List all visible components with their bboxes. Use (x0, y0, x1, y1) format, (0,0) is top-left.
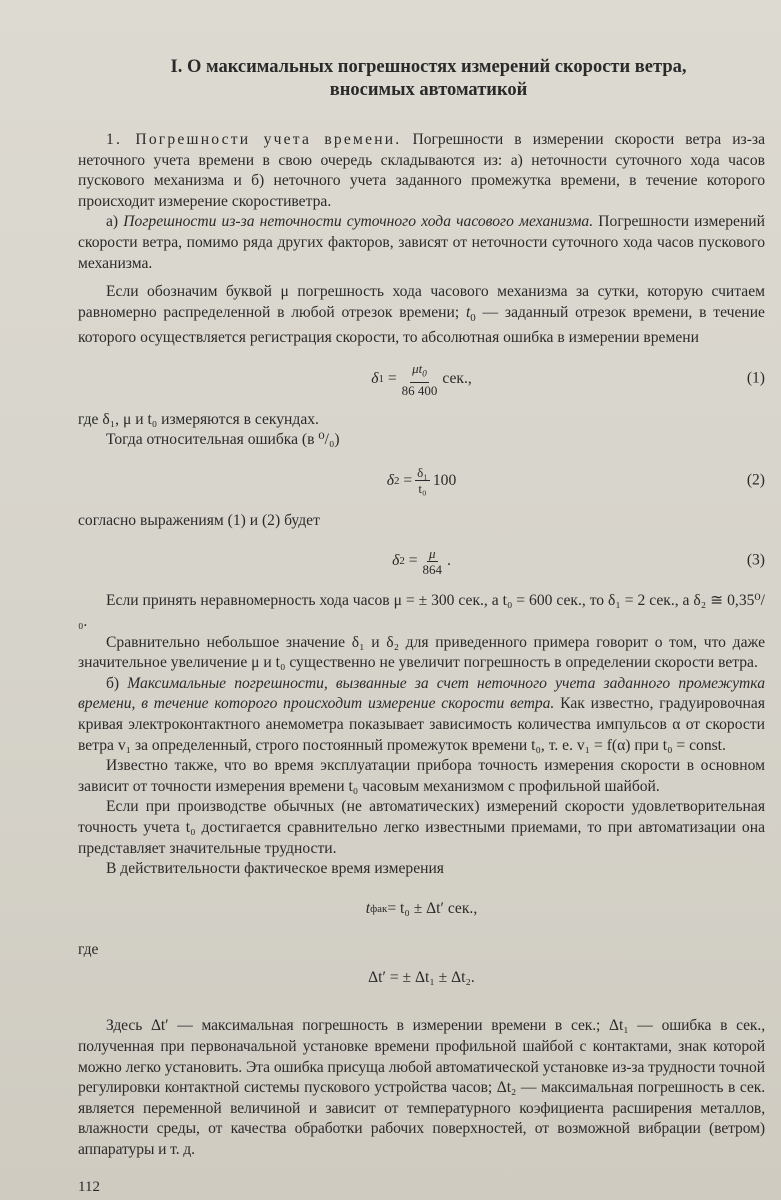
item-label: а) (106, 213, 119, 231)
paragraph-actual-time: В действительности фактическое время измерения (106, 860, 444, 878)
section-title (78, 56, 765, 102)
equation-number: (2) (746, 471, 765, 489)
paragraph-text: Погрешности в измерении скорости ветра из-за неточного учета времени в свою очередь складываются из: а) неточности суточного хода часов пускового механизма и б) неточного учета заданного промежутка времени, в течение которого происходит измерение скоростиветра. (78, 131, 765, 210)
fraction: $\frac{\mu t_0}{86 400}$ (401, 361, 438, 398)
equation-5: Δt′ = ± Δt₁ ± Δt₂. (368, 969, 475, 987)
paragraph-max-errors (78, 674, 765, 756)
paragraph-clock-errors (78, 212, 765, 274)
equation-3: δ 2 = $\frac{\mu}{864}$ . (3) (392, 545, 765, 577)
page-number: 112 (78, 1179, 100, 1196)
item-title: Погрешности из-за неточности суточного хода часового механизма. (123, 213, 594, 231)
paragraph-operation: Известно также, что во время эксплуатации прибора точность измерения скорости в основном зависит от точности измерения времени t₀ часовым механизмом с профильной шайбой. (78, 757, 765, 795)
fraction: $\frac{\mu}{864}$ (422, 545, 442, 577)
paragraph-accordingly: согласно выражениям (1) и (2) будет (78, 511, 320, 529)
paragraph-relative-error: Тогда относительная ошибка (в ⁰/₀) (106, 431, 340, 449)
item-label: б) (106, 674, 120, 692)
paragraph-explanation: Здесь Δt′ — максимальная погрешность в измерении времени в сек.; Δt₁ — ошибка в сек., полученная при первоначальной установке времени профильной шайбой с контактами, знак которой можно легко установить. Эта ошибка присуща любой автоматической установке из-за трудности точной регулировки контактной системы пускового устройства часов; Δt₂ — максимальная погрешность в сек. является переменной величиной и зависит от температурного коэфициента расширения металлов, влажности среды, от качества обработки рабочих поверхностей, от возможной вибрации (ветром) аппаратуры и т. д. (78, 1017, 765, 1158)
paragraph-definition: Если обозначим буквой μ погрешность хода часового механизма за сутки, которую считаем равномерно распределенной в любой отрезок времени; $t_0$ — заданный отрезок времени, в течение которого осуществляется регистрация скорости, то абсолютная ошибка в измерении времени (78, 283, 765, 347)
paragraph-example: Если принять неравномерность хода часов μ = ± 300 сек., а t₀ = 600 сек., то δ₁ = 2 сек., а δ₂ ≅ 0,35⁰/₀. (78, 592, 765, 631)
equation-1: δ 1 = $\frac{\mu t_0}{86 400}$ сек., (1) (371, 361, 765, 398)
equation-number: (3) (746, 552, 765, 570)
subsection-heading: 1. Погрешности учета времени. (106, 131, 402, 148)
section-title-line1: I. О максимальных погрешностях измерений скорости ветра, (170, 57, 687, 77)
section-title-line2: вносимых автоматикой (329, 80, 528, 100)
paragraph-text: Как известно, градуировочная кривая электроконтактного анемометра показывает зависимость количества импульсов α от скорости ветра v₁ за определенный, строго постоянный промежуток времени t₀, т. е. v₁ = f(α) при t₀ = const. (78, 695, 765, 754)
paragraph-automation: Если при производстве обычных (не автоматических) измерений скорости удовлетворительная точность учета t₀ достигается сравнительно легко известными приемами, то при автоматизации она представляет значительные трудности. (78, 798, 765, 857)
paragraph-comparison: Сравнительно небольшое значение δ₁ и δ₂ для приведенного примера говорит о том, что даже значительное увеличение μ и t₀ существенно не увеличит погрешность в определении скорости ветра. (78, 633, 765, 672)
equation-2: δ 2 = $\frac{\text{δ₁}}{\text{t₀}}$ 100 (2) (386, 465, 765, 497)
paragraph-where: где δ₁, μ и t₀ измеряются в секундах. (78, 410, 319, 428)
equation-number: (1) (746, 370, 765, 388)
item-title: Максимальные погрешности, вызванные за счет неточного учета заданного промежутка времени, в течение которого происходит измерение скорости ветра. (78, 674, 765, 713)
paragraph-where: где (78, 940, 99, 958)
fraction: $\frac{\text{δ₁}}{\text{t₀}}$ (417, 465, 428, 497)
paragraph-time-errors (78, 130, 765, 212)
paragraph-text: Погрешности измерений скорости ветра, помимо ряда других факторов, зависят от неточности суточного хода часов пускового механизма. (78, 213, 766, 272)
equation-4: t фак = t₀ ± Δt′ сек., (365, 900, 478, 918)
